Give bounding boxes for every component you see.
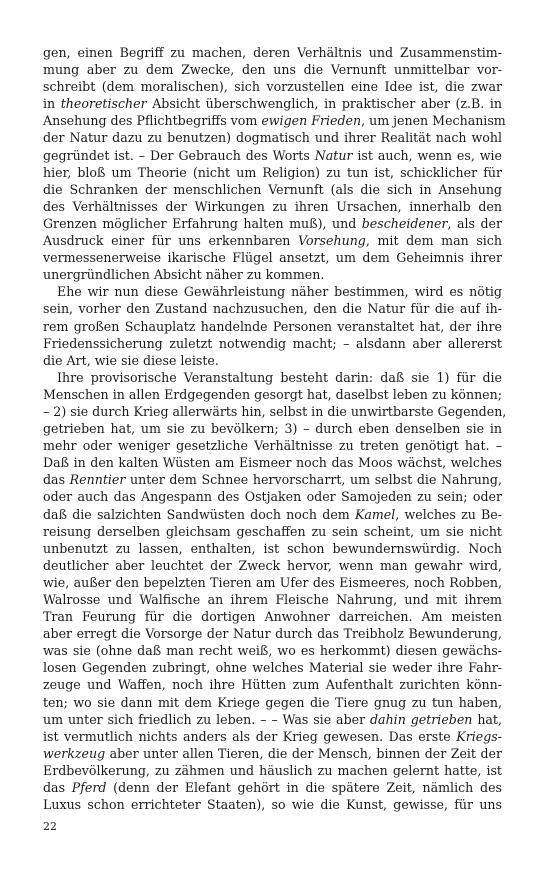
text-line: zeuge und Waffen, noch ihre Hütten zum Aufenthalt zurichten könn- xyxy=(43,677,502,693)
italic-phrase: ewigen Frieden xyxy=(261,113,362,129)
body-text xyxy=(43,44,507,813)
text-line: Erdbevölkerung, zu zähmen und häuslich zu machen gelernt hatte, ist xyxy=(43,762,502,778)
italic-phrase: theoretischer xyxy=(60,96,147,112)
italic-phrase: Vorsehung xyxy=(298,233,366,249)
text-line: das Pferd (denn der Elefant gehört in die spätere Zeit, nämlich des xyxy=(43,780,502,796)
text-line: in theoretischer Absicht überschwenglich, in praktischer aber (z.B. in xyxy=(43,96,502,112)
italic-phrase: Natur xyxy=(314,147,353,163)
text-line: werkzeug aber unter allen Tieren, die der Mensch, binnen der Zeit der xyxy=(43,745,502,761)
text-line: mung aber zu dem Zwecke, den uns die Vernunft unmittelbar vor- xyxy=(43,62,502,78)
text-line: Menschen in allen Erdgegenden gesorgt hat, daselbst leben zu können; xyxy=(43,386,502,402)
text-line: oder auch das Angespann des Ostjaken oder Samojeden zu sein; oder xyxy=(43,489,502,505)
text-line: die Art, wie sie diese leiste. xyxy=(43,352,219,368)
text-line: was sie (ohne daß man recht weiß, wo es herkommt) diesen gewächs- xyxy=(43,643,502,659)
italic-phrase: Kriegs- xyxy=(456,728,502,744)
italic-phrase: bescheidener xyxy=(361,215,448,231)
text-line: Walrosse und Walfische an ihrem Fleische Nahrung, und mit ihrem xyxy=(43,592,502,607)
text-line: vermessenerweise ikarische Flügel ansetzt, um dem Geheimnis ihrer xyxy=(43,250,502,266)
text-line: losen Gegenden zubringt, ohne welches Material sie weder ihre Fahr- xyxy=(43,660,502,676)
italic-phrase: werkzeug xyxy=(43,745,106,761)
text-line: um unter sich friedlich zu leben. – – Was sie aber dahin getrieben hat, xyxy=(43,711,502,727)
text-line: die Schranken der menschlichen Vernunft (als die sich in Ansehung xyxy=(43,181,502,197)
italic-phrase: Kamel xyxy=(354,506,396,522)
text-line: getrieben hat, um sie zu bevölkern; 3) – durch eben denselben sie in xyxy=(43,421,502,437)
text-line: Daß in den kalten Wüsten am Eismeer noch das Moos wächst, welches xyxy=(43,455,502,471)
text-line: rem großen Schauplatz handelnde Personen veranstaltet hat, der ihre xyxy=(43,318,502,334)
text-line: Ihre provisorische Veranstaltung besteht darin: daß sie 1) für die xyxy=(57,369,502,385)
text-line: reisung derselben gleichsam geschaffen zu sein scheint, um sie nicht xyxy=(43,523,502,539)
text-line: unbenutzt zu lassen, enthalten, ist schon bewundernswürdig. Noch xyxy=(43,540,502,556)
text-line: des Verhältnisses der Wirkungen zu ihren Ursachen, innerhalb den xyxy=(43,198,502,214)
text-line: wie, außer den bepelzten Tieren am Ufer des Eismeeres, noch Robben, xyxy=(43,574,502,590)
italic-phrase: Renntier xyxy=(69,472,126,488)
text-line: schreibt (dem moralischen), sich vorzustellen eine Idee ist, die zwar xyxy=(43,79,502,95)
italic-phrase: Pferd xyxy=(71,780,107,796)
text-line: deutlicher aber leuchtet der Zweck hervor, wenn man gewahr wird, xyxy=(43,557,502,573)
text-line: das Renntier unter dem Schnee hervorscharrt, um selbst die Nahrung, xyxy=(43,472,502,488)
text-line: Ehe wir nun diese Gewährleistung näher bestimmen, wird es nötig xyxy=(57,284,502,300)
text-line: gegründet ist. – Der Gebrauch des Worts Natur ist auch, wenn es, wie xyxy=(43,147,502,163)
text-line: Luxus schon errichteter Staaten), so wie die Kunst, gewisse, für uns xyxy=(43,797,502,813)
text-line: der Natur dazu zu benutzen) dogmatisch und ihrer Realität nach wohl xyxy=(43,130,502,146)
text-line: ten; wo sie dann mit dem Kriege gegen die Tiere gnug zu tun haben, xyxy=(43,694,502,710)
text-line: unergründlichen Absicht näher zu kommen. xyxy=(43,267,325,283)
text-line: Grenzen möglicher Erfahrung halten muß), und bescheidener, als der xyxy=(43,215,502,231)
text-line: Friedenssicherung zuletzt notwendig macht; – alsdann aber allererst xyxy=(43,335,502,351)
text-line: sein, vorher den Zustand nachzusuchen, den die Natur für die auf ih- xyxy=(43,301,502,317)
text-line: ist vermutlich nichts anders als der Krieg gewesen. Das erste Kriegs- xyxy=(43,728,502,744)
text-line: hier, bloß um Theorie (nicht um Religion) zu tun ist, schicklicher für xyxy=(43,164,502,180)
text-line: gen, einen Begriff zu machen, deren Verhältnis und Zusammenstim- xyxy=(43,45,502,60)
text-line: mehr oder weniger gesetzliche Verhältnisse zu treten genötigt hat. – xyxy=(43,438,502,454)
text-line: aber erregt die Vorsorge der Natur durch das Treibholz Bewunderung, xyxy=(43,626,502,642)
text-line: – 2) sie durch Krieg allerwärts hin, selbst in die unwirtbarste Gegenden, xyxy=(43,403,507,419)
italic-phrase: dahin getrieben xyxy=(370,711,473,727)
text-line: Tran Feurung für die dortigen Anwohner darreichen. Am meisten xyxy=(43,609,502,625)
text-line: Ansehung des Pflichtbegriffs vom ewigen Frieden, um jenen Mechanism xyxy=(43,113,506,129)
text-line: daß die salzichten Sandwüsten doch noch dem Kamel, welches zu Be- xyxy=(43,506,502,522)
text-line: Ausdruck einer für uns erkennbaren Vorsehung, mit dem man sich xyxy=(43,233,502,249)
page-number: 22 xyxy=(43,820,57,833)
